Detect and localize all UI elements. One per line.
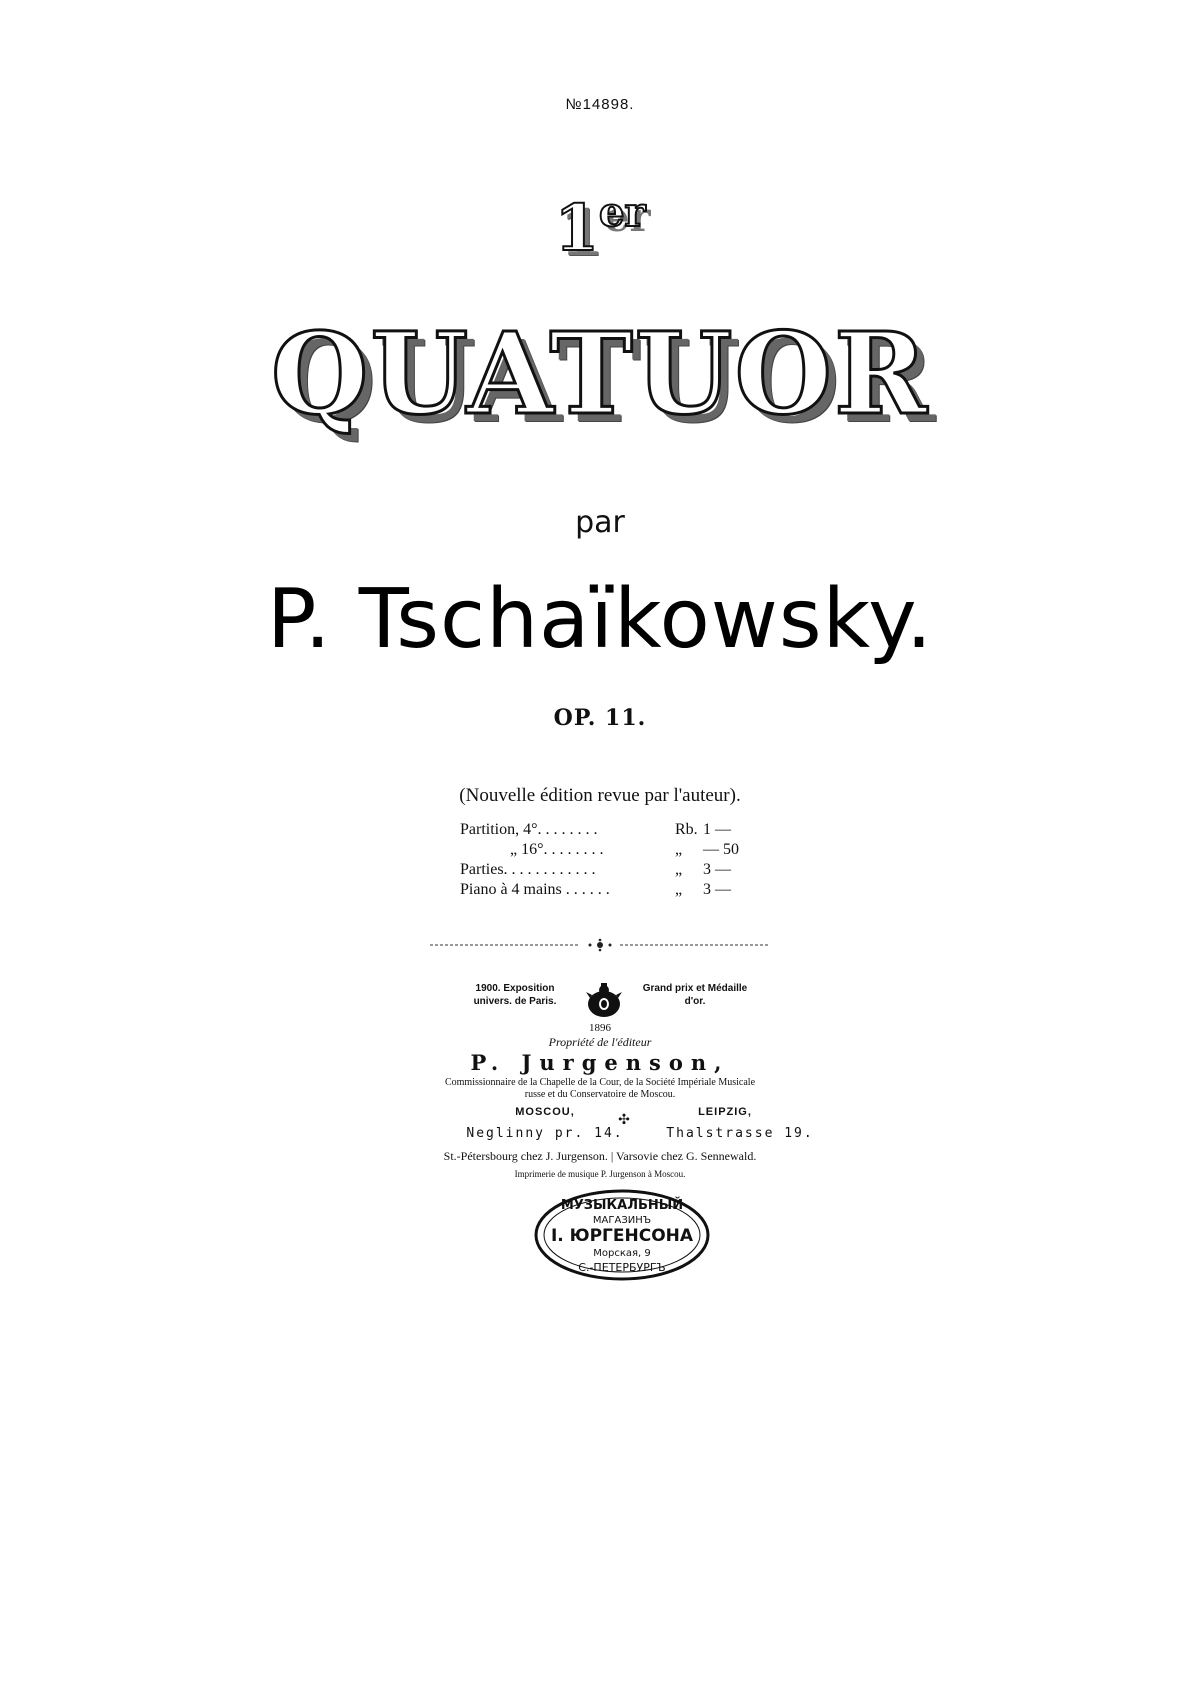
shop-stamp bbox=[532, 1185, 712, 1285]
price-label: „ 16°. . . . . . . . bbox=[510, 841, 604, 858]
price-amount: 3 — bbox=[703, 861, 731, 878]
price-currency: „ bbox=[675, 841, 683, 858]
ornamental-divider bbox=[430, 938, 770, 952]
cities-block bbox=[0, 1106, 1200, 1146]
price-label: Partition, 4°. . . . . . . . bbox=[460, 821, 598, 838]
stamp-line1: МУЗЫКАЛЬНЫЙ bbox=[560, 1198, 684, 1213]
stamp-line4: Морская, 9 bbox=[593, 1248, 651, 1259]
price-amount: 1 — bbox=[703, 821, 731, 838]
award-right: Grand prix et Médaille d'or. bbox=[642, 983, 748, 1007]
ordinal-number: 1 bbox=[554, 191, 599, 266]
by-line: par bbox=[575, 505, 625, 540]
plate-number: №14898. bbox=[565, 96, 635, 113]
address-moscow: Neglinny pr. 14. bbox=[466, 1126, 624, 1141]
price-currency: Rb. bbox=[675, 821, 698, 838]
price-currency: „ bbox=[675, 861, 683, 878]
price-label: Piano à 4 mains . . . . . . bbox=[460, 881, 610, 898]
city-leipzig: LEIPZIG, bbox=[698, 1106, 752, 1118]
imperial-eagle-icon bbox=[586, 982, 622, 1020]
ordinal-title bbox=[0, 178, 1200, 264]
branch-offices: St.-Pétersbourg chez J. Jurgenson. | Varsovie chez G. Sennewald. bbox=[443, 1149, 757, 1163]
price-row bbox=[460, 880, 760, 900]
price-amount: 3 — bbox=[703, 881, 731, 898]
ordinal-suffix: er bbox=[599, 189, 646, 236]
ownership-note: Propriété de l'éditeur bbox=[548, 1035, 652, 1049]
commission-note: Commissionnaire de la Chapelle de la Cour, de la Société Impériale Musicale russe et du Conservatoire de Moscou. bbox=[444, 1077, 756, 1100]
city-moscow: MOSCOU, bbox=[515, 1106, 575, 1118]
opus-number: OP. 11. bbox=[553, 705, 647, 731]
ornament-icon: ✣ bbox=[618, 1113, 630, 1128]
printer-note: Imprimerie de musique P. Jurgenson à Moscou. bbox=[514, 1169, 686, 1179]
publisher-name: P. Jurgenson, bbox=[470, 1050, 730, 1075]
price-row bbox=[460, 820, 760, 840]
price-row bbox=[460, 840, 760, 860]
price-currency: „ bbox=[675, 881, 683, 898]
price-label: Parties. . . . . . . . . . . . bbox=[460, 861, 596, 878]
price-row bbox=[460, 860, 760, 880]
main-title: QUATUOR bbox=[270, 309, 930, 440]
composer-name: P. Tschaïkowsky. bbox=[266, 572, 934, 667]
price-list bbox=[460, 820, 760, 900]
stamp-line3: I. ЮРГЕНСОНА bbox=[550, 1226, 694, 1246]
price-amount: — 50 bbox=[703, 841, 739, 858]
address-leipzig: Thalstrasse 19. bbox=[666, 1126, 814, 1141]
award-left: 1900. Exposition univers. de Paris. bbox=[473, 983, 557, 1007]
stamp-line2: МАГАЗИНЪ bbox=[592, 1215, 652, 1226]
year: 1896 bbox=[589, 1022, 611, 1034]
stamp-line5: С.-ПЕТЕРБУРГЪ bbox=[578, 1261, 666, 1274]
edition-note: (Nouvelle édition revue par l'auteur). bbox=[459, 785, 741, 806]
